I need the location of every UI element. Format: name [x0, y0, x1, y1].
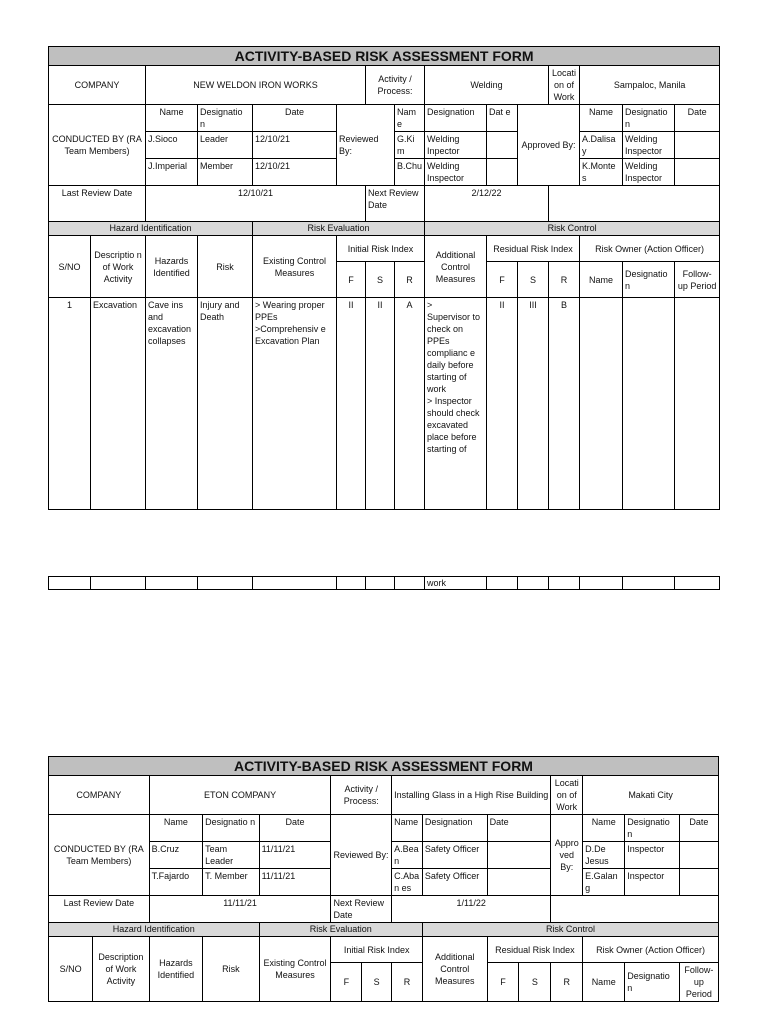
reviewed-designation: Safety Officer	[422, 869, 487, 896]
conducted-name: J.Sioco	[146, 132, 198, 159]
blank-cell	[198, 577, 253, 590]
initial-f-header: F	[331, 963, 362, 1002]
approved-date-header: Date	[679, 815, 718, 842]
reviewed-date	[487, 869, 551, 896]
blank-cell	[337, 577, 366, 590]
row-owner-designation	[623, 298, 675, 510]
initial-risk-header: Initial Risk Index	[337, 236, 425, 262]
conducted-by-label: CONDUCTED BY (RA Team Members)	[49, 815, 150, 896]
approved-name: K.Monte s	[580, 159, 623, 186]
section-hazard-identification: Hazard Identification	[49, 222, 253, 236]
section-risk-control: Risk Control	[422, 923, 718, 937]
residual-risk-header: Residual Risk Index	[487, 937, 583, 963]
conducted-date-header: Date	[259, 815, 331, 842]
row-owner-name	[580, 298, 623, 510]
row-initial-f: II	[337, 298, 366, 510]
section-risk-evaluation: Risk Evaluation	[253, 222, 425, 236]
risk-header: Risk	[198, 236, 253, 298]
form-title: ACTIVITY-BASED RISK ASSESSMENT FORM	[49, 47, 720, 66]
blank-cell	[253, 577, 337, 590]
row-risk: Injury and Death	[198, 298, 253, 510]
row-additional-controls-overflow: work	[425, 577, 487, 590]
row-initial-r: A	[395, 298, 425, 510]
blank-cell	[49, 577, 91, 590]
reviewed-by-label: Reviewed By:	[331, 815, 392, 896]
row-initial-s: II	[366, 298, 395, 510]
next-review-value: 1/11/22	[392, 896, 551, 923]
conducted-date: 11/11/21	[259, 842, 331, 869]
initial-r-header: R	[395, 262, 425, 298]
reviewed-designation-header: Designation	[422, 815, 487, 842]
conducted-date: 11/11/21	[259, 869, 331, 896]
additional-controls-header: Additional Control Measures	[422, 937, 487, 1002]
initial-r-header: R	[392, 963, 423, 1002]
risk-assessment-form-1	[48, 46, 720, 510]
reviewed-date-header: Dat e	[487, 105, 518, 132]
approved-by-label: Approved By:	[518, 105, 580, 186]
blank-cell	[518, 577, 549, 590]
description-header: Descriptio n of Work Activity	[91, 236, 146, 298]
conducted-designation: Leader	[198, 132, 253, 159]
company-label: COMPANY	[49, 776, 150, 815]
blank-cell	[487, 577, 518, 590]
conducted-designation: T. Member	[203, 869, 260, 896]
blank-cell	[366, 577, 395, 590]
table-row	[49, 577, 720, 590]
approved-date-header: Date	[675, 105, 720, 132]
activity-value: Installing Glass in a High Rise Building	[392, 776, 551, 815]
row-existing-controls: > Wearing proper PPEs >Comprehensiv e Excavation Plan	[253, 298, 337, 510]
risk-assessment-form-2	[48, 756, 719, 1002]
last-review-value: 11/11/21	[149, 896, 331, 923]
row-sno: 1	[49, 298, 91, 510]
risk-owner-header: Risk Owner (Action Officer)	[580, 236, 720, 262]
section-hazard-identification: Hazard Identification	[49, 923, 260, 937]
reviewed-name-header: Nam e	[395, 105, 425, 132]
conducted-date-header: Date	[253, 105, 337, 132]
risk-owner-header: Risk Owner (Action Officer)	[583, 937, 719, 963]
residual-s-header: S	[518, 262, 549, 298]
company-label: COMPANY	[49, 66, 146, 105]
table-row	[49, 298, 720, 510]
next-review-label: Next Review Date	[331, 896, 392, 923]
row-additional-controls: > Supervisor to check on PPEs complianc e daily before starting of work > Inspector should check excavated place before starting of	[425, 298, 487, 510]
initial-s-header: S	[362, 963, 392, 1002]
reviewed-date	[487, 842, 551, 869]
row-hazards: Cave ins and excavation collapses	[146, 298, 198, 510]
conducted-name-header: Name	[146, 105, 198, 132]
owner-name-header: Name	[583, 963, 625, 1002]
approved-designation: Inspector	[625, 869, 679, 896]
existing-controls-header: Existing Control Measures	[259, 937, 331, 1002]
reviewed-name-header: Name	[392, 815, 423, 842]
residual-r-header: R	[549, 262, 580, 298]
conducted-designation: Team Leader	[203, 842, 260, 869]
blank-cell	[580, 577, 623, 590]
last-review-label: Last Review Date	[49, 186, 146, 222]
blank-cell	[91, 577, 146, 590]
hazards-header: Hazards Identified	[149, 937, 202, 1002]
reviewed-date	[487, 132, 518, 159]
description-header: Description of Work Activity	[93, 937, 150, 1002]
form-title: ACTIVITY-BASED RISK ASSESSMENT FORM	[49, 757, 719, 776]
reviewed-name: C.Aban es	[392, 869, 423, 896]
owner-designation-header: Designatio n	[623, 262, 675, 298]
reviewed-designation-header: Designation	[425, 105, 487, 132]
last-review-label: Last Review Date	[49, 896, 150, 923]
activity-value: Welding	[425, 66, 549, 105]
reviewed-designation: Welding Inspector	[425, 159, 487, 186]
followup-header: Follow- up Period	[675, 262, 720, 298]
row-description: Excavation	[91, 298, 146, 510]
reviewed-by-label: Reviewed By:	[337, 105, 395, 186]
row-residual-f: II	[487, 298, 518, 510]
approved-date	[679, 869, 718, 896]
location-label: Location of Work	[551, 776, 583, 815]
reviewed-date-header: Date	[487, 815, 551, 842]
residual-s-header: S	[519, 963, 551, 1002]
reviewed-name: A.Bean	[392, 842, 423, 869]
residual-risk-header: Residual Risk Index	[487, 236, 580, 262]
approved-date	[679, 842, 718, 869]
section-risk-control: Risk Control	[425, 222, 720, 236]
location-value: Makati City	[583, 776, 719, 815]
initial-risk-header: Initial Risk Index	[331, 937, 422, 963]
hazards-header: Hazards Identified	[146, 236, 198, 298]
conducted-designation-header: Designatio n	[203, 815, 260, 842]
section-risk-evaluation: Risk Evaluation	[259, 923, 422, 937]
approved-name: E.Galang	[583, 869, 625, 896]
form-title-row	[49, 757, 719, 776]
reviewed-date	[487, 159, 518, 186]
blank-cell	[146, 577, 198, 590]
approved-name: A.Dalisa y	[580, 132, 623, 159]
next-review-value: 2/12/22	[425, 186, 549, 222]
additional-controls-header: Additional Control Measures	[425, 236, 487, 298]
blank-cell	[549, 186, 720, 222]
row-residual-s: III	[518, 298, 549, 510]
conducted-name: T.Fajardo	[149, 869, 202, 896]
reviewed-designation: Welding Inpector	[425, 132, 487, 159]
blank-cell	[623, 577, 675, 590]
approved-designation: Inspector	[625, 842, 679, 869]
risk-header: Risk	[203, 937, 260, 1002]
approved-date	[675, 159, 720, 186]
approved-name-header: Name	[583, 815, 625, 842]
last-review-value: 12/10/21	[146, 186, 366, 222]
risk-assessment-form-1-continuation	[48, 576, 720, 590]
approved-date	[675, 132, 720, 159]
activity-label: Activity / Process:	[331, 776, 392, 815]
approved-designation: Welding Inspector	[623, 132, 675, 159]
conducted-date: 12/10/21	[253, 159, 337, 186]
form-title-row	[49, 47, 720, 66]
blank-cell	[395, 577, 425, 590]
row-residual-r: B	[549, 298, 580, 510]
conducted-by-label: CONDUCTED BY (RA Team Members)	[49, 105, 146, 186]
location-value: Sampaloc, Manila	[580, 66, 720, 105]
blank-cell	[549, 577, 580, 590]
row-followup	[675, 298, 720, 510]
blank-cell	[551, 896, 719, 923]
sno-header: S/NO	[49, 937, 93, 1002]
location-label: Location of Work	[549, 66, 580, 105]
existing-controls-header: Existing Control Measures	[253, 236, 337, 298]
company-value: NEW WELDON IRON WORKS	[146, 66, 366, 105]
conducted-name: B.Cruz	[149, 842, 202, 869]
approved-designation: Welding Inspector	[623, 159, 675, 186]
reviewed-name: G.Ki m	[395, 132, 425, 159]
residual-f-header: F	[487, 262, 518, 298]
blank-cell	[675, 577, 720, 590]
approved-designation-header: Designatio n	[625, 815, 679, 842]
conducted-date: 12/10/21	[253, 132, 337, 159]
conducted-name: J.Imperial	[146, 159, 198, 186]
owner-designation-header: Designatio n	[625, 963, 679, 1002]
residual-r-header: R	[551, 963, 583, 1002]
initial-s-header: S	[366, 262, 395, 298]
approved-name: D.De Jesus	[583, 842, 625, 869]
sno-header: S/NO	[49, 236, 91, 298]
next-review-label: Next Review Date	[366, 186, 425, 222]
company-value: ETON COMPANY	[149, 776, 331, 815]
activity-label: Activity / Process:	[366, 66, 425, 105]
approved-name-header: Name	[580, 105, 623, 132]
conducted-designation-header: Designatio n	[198, 105, 253, 132]
residual-f-header: F	[487, 963, 519, 1002]
conducted-name-header: Name	[149, 815, 202, 842]
owner-name-header: Name	[580, 262, 623, 298]
reviewed-name: B.Chu	[395, 159, 425, 186]
initial-f-header: F	[337, 262, 366, 298]
reviewed-designation: Safety Officer	[422, 842, 487, 869]
approved-designation-header: Designatio n	[623, 105, 675, 132]
conducted-designation: Member	[198, 159, 253, 186]
followup-header: Follow- up Period	[679, 963, 718, 1002]
approved-by-label: Approved By:	[551, 815, 583, 896]
